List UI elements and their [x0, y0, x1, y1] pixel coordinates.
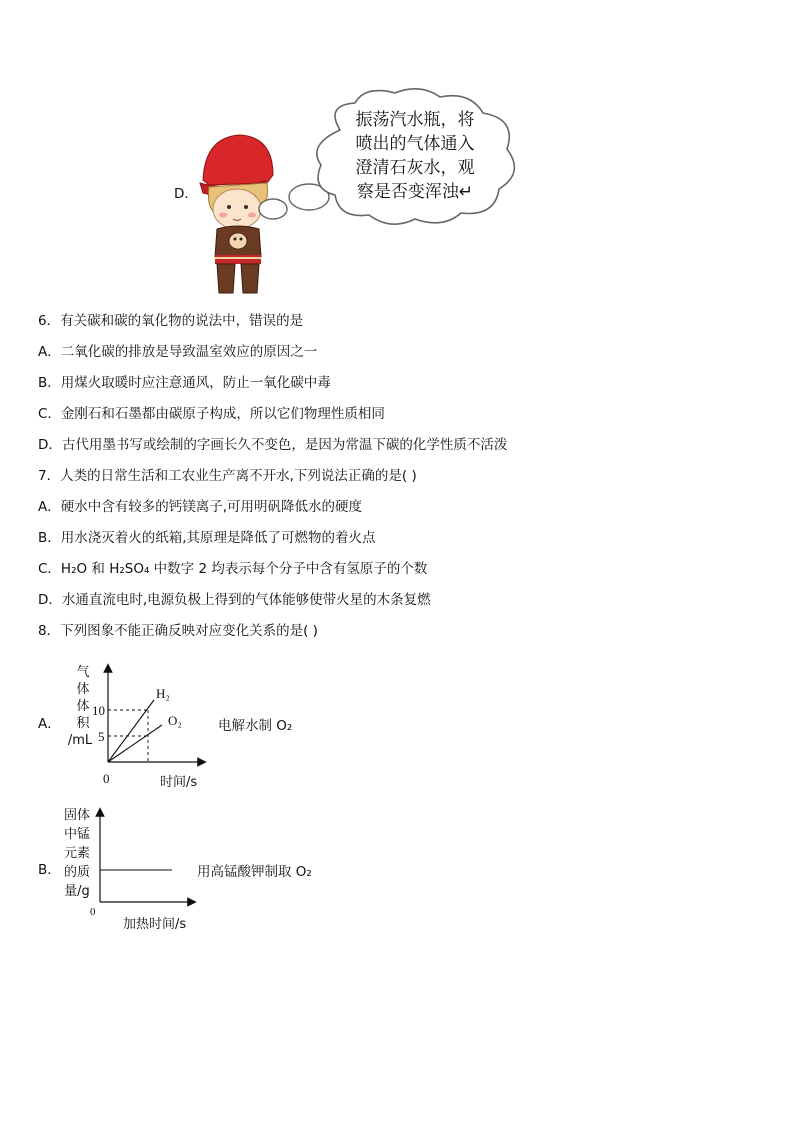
question-7-option-c: C．H₂O 和 H₂SO₄ 中数字 2 均表示每个分子中含有氢原子的个数	[38, 561, 428, 577]
ylabel-line: 量/g	[64, 884, 90, 899]
q8-a-description: 电解水制 O₂	[218, 718, 293, 734]
o2-line	[108, 725, 162, 762]
bubble-line: 喷出的气体通入	[355, 134, 475, 154]
ylabel-char: 体	[76, 699, 90, 714]
ylabel-line: 固体	[63, 808, 90, 823]
question-7-option-a: A．硬水中含有较多的钙镁离子,可用明矾降低水的硬度	[38, 499, 363, 515]
ylabel-line: 的质	[63, 865, 90, 880]
q8-b-graph	[90, 806, 200, 914]
q8-b-description: 用高锰酸钾制取 O₂	[197, 864, 312, 880]
option-label-d: D．	[174, 186, 198, 202]
q8-option-b-label: B．	[38, 862, 61, 878]
h2-line	[108, 700, 154, 762]
question-8-stem: 8．下列图象不能正确反映对应变化关系的是( )	[38, 623, 318, 639]
question-6-stem: 6．有关碳和碳的氧化物的说法中，错误的是	[38, 313, 304, 329]
q8-a-h2-label: H₂	[156, 686, 170, 701]
q8-b-origin: 0	[90, 906, 96, 918]
question-6-option-b: B．用煤火取暖时应注意通风，防止一氧化碳中毒	[38, 375, 331, 391]
ylabel-line: 中锰	[63, 827, 90, 842]
ylabel-char: 积	[76, 716, 90, 731]
q8-b-ylabel	[60, 806, 94, 901]
q8-a-tick-5: 5	[98, 729, 105, 744]
ylabel-char: 气	[76, 665, 90, 680]
q8-a-o2-label: O₂	[168, 713, 182, 728]
q8-a-tick-10: 10	[92, 703, 105, 718]
q8-option-a-label: A．	[38, 716, 61, 732]
ylabel-char: /mL	[67, 733, 93, 748]
q8-a-xlabel: 时间/s	[160, 775, 198, 790]
question-7-option-b: B．用水浇灭着火的纸箱,其原理是降低了可燃物的着火点	[38, 530, 376, 546]
thought-bubble-text	[330, 108, 500, 204]
bubble-line: 振荡汽水瓶，将	[355, 110, 475, 130]
question-7-stem: 7．人类的日常生活和工农业生产离不开水,下列说法正确的是( )	[38, 468, 417, 484]
question-6-option-c: C．金刚石和石墨都由碳原子构成，所以它们物理性质相同	[38, 406, 385, 422]
question-6-option-d: D．古代用墨书写或绘制的字画长久不变色，是因为常温下碳的化学性质不活泼	[38, 437, 508, 453]
bubble-line: 澄清石灰水，观	[355, 158, 475, 178]
q8-b-xlabel: 加热时间/s	[123, 917, 187, 932]
bubble-line: 察是否变浑浊↵	[356, 182, 474, 202]
question-6-option-a: A．二氧化碳的排放是导致温室效应的原因之一	[38, 344, 318, 360]
ylabel-char: 体	[76, 682, 90, 697]
ylabel-line: 元素	[63, 846, 90, 861]
q8-a-graph	[90, 662, 210, 774]
question-7-option-d: D．水通直流电时,电源负极上得到的气体能够使带火星的木条复燃	[38, 592, 431, 608]
q8-a-origin: 0	[103, 771, 110, 786]
